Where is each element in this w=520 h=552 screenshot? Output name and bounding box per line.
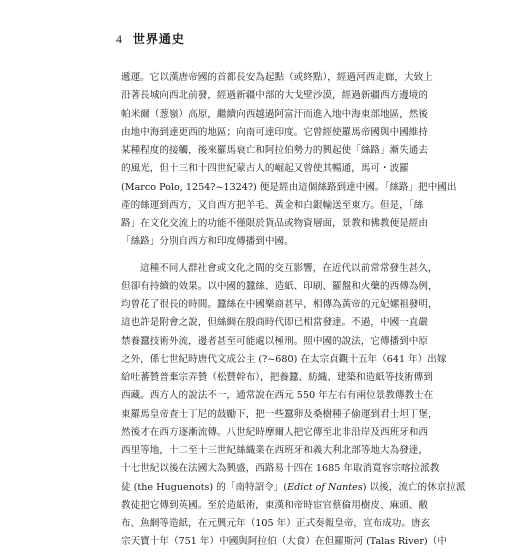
- text-line: 這也許是附會之說，但絲綢在殷商時代即已相當發達。不過，中國一直嚴: [121, 317, 428, 329]
- text-line: 路」在文化交流上的功能不僅限於貨品或物資層面，景教和佛教便是經由: [121, 218, 428, 229]
- text-line: 西里等地，十二至十三世紀絲織業在西班牙和義大利北部等地大為發達，: [121, 445, 428, 456]
- text-line: 某種程度的接觸，後來羅馬衰亡和阿拉伯勢力的興起使「絲路」漸失通去: [121, 145, 428, 156]
- running-head: [116, 32, 185, 46]
- text-line: 十七世紀以後在法國大為興盛，西路易十四在 1685 年取消寬容宗喀拉派教: [121, 463, 440, 475]
- text-line: 「絲路」分別自西方和印度傳播到中國。: [121, 236, 294, 248]
- text-line: 的風光，但十三和十四世紀蒙古人的崛起又曾使其暢通，馬可・波羅: [121, 163, 409, 175]
- text-line: 帕米爾（葱嶺）高原，繼續向西越過阿富汗而進入地中海東部地區，然後: [121, 108, 428, 120]
- text-line: 西藏。西方人的說法不一，通常說在西元 550 年左右有兩位景教傳教士在: [121, 390, 434, 402]
- body-text: [121, 69, 466, 552]
- text-line: 但卻有持續的效果。以中國的蠶絲、造紙、印刷、羅盤和火藥的西傳為例，: [121, 280, 438, 292]
- text-line: 遞運。它以漢唐帝國的首都長安為起點（或終點），經過河西走廊，大致上: [121, 72, 433, 83]
- text-line: 給吐蕃贊普棄宗弄贊（松贊幹布），把養蠶、紡織、建築和造紙等技術傳到: [121, 372, 433, 383]
- text-line: 沿著長城向西北前發，經過新疆中部的大戈壁沙漠，經過新疆西方邊境的: [121, 90, 428, 102]
- text-line: (Marco Polo, 1254?~1324?) 便是經由這個絲路到達中國。「絲路」把中國出: [121, 181, 457, 193]
- text-line: 產的絲運到西方，又自西方把羊毛、黃金和白銀輸送至東方。但是，「絲: [121, 199, 424, 211]
- text-line: 徒 (the Huguenots) 的「南特詔令」(Edict of Nantes) 以後，流亡的休京拉派: [121, 481, 466, 493]
- italic-title: Edict of Nantes: [287, 481, 363, 493]
- page-number: 4: [116, 32, 122, 46]
- text-line: 教徒把它傳到英國。至於造紙術，東漢和帝時宦官蔡倫用樹皮、麻頭、敝: [121, 499, 428, 511]
- text-line: 均曾花了很長的時間。蠶絲在中國樂商甚早，相傳為黃帝的元妃嫘祖發明，: [121, 299, 438, 310]
- text-line: 由地中海到達更西的地區；向南可達印度。它曾經使羅馬帝國與中國維持: [121, 126, 428, 138]
- text-line: 然後才在西方逐漸流傳。八世紀時摩爾人把它傳至北非沿岸及西班牙和西: [121, 426, 428, 438]
- text-line: 這種不同人群社會或文化之間的交互影響，在近代以前常常發生甚久，: [140, 262, 438, 274]
- text-line: 之外，係七世紀時唐代文成公主 (?~680) 在太宗貞觀十五年（641 年）出嫁: [121, 353, 447, 365]
- text-line: 宗天寶十年（751 年）中國與阿拉伯（大食）在但羅斯河 (Talas River)（中: [121, 536, 447, 548]
- text-line: 布、魚網等造紙，在元興元年（105 年）正式奏報皇帝，宣布成功。唐玄: [121, 518, 431, 529]
- text-line: 禁養蠶技術外流，邊者甚至可能處以極刑。照中國的說法，它傳播到中原: [121, 335, 428, 347]
- text-line: 東羅馬皇帝査士丁尼的鼓勵下，把一些蠶卵及桑樹種子偷運到君士坦丁堡，: [121, 408, 438, 420]
- book-title: 世界通史: [132, 32, 185, 46]
